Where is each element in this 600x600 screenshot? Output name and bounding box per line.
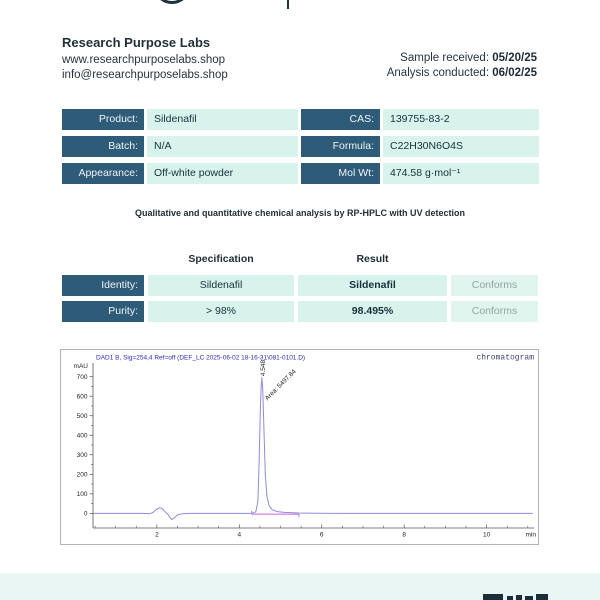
spec-table	[62, 275, 539, 322]
formula-label: Formula:	[301, 136, 380, 157]
product-info-table	[62, 109, 539, 184]
x-tick-label: 8	[402, 531, 406, 539]
spec-header-spacer	[62, 253, 144, 265]
batch-label: Batch:	[62, 136, 144, 157]
molwt-label: Mol Wt:	[301, 163, 380, 184]
cas-value: 139755-83-2	[383, 109, 539, 130]
x-tick-label: 10	[482, 531, 491, 539]
y-tick-label: 200	[76, 471, 88, 479]
identity-label: Identity:	[62, 275, 144, 296]
appearance-label: Appearance:	[62, 163, 144, 184]
identity-specification: Sildenafil	[148, 275, 294, 296]
spec-header-spacer	[451, 253, 538, 265]
qr-code-icon	[525, 596, 533, 600]
result-header: Result	[356, 253, 389, 265]
x-axis-unit-label: min	[525, 531, 536, 539]
y-tick-label: 100	[76, 491, 88, 499]
x-tick-label: 6	[319, 531, 324, 539]
product-label: Product:	[62, 109, 144, 130]
purity-result: 98.495%	[298, 301, 447, 322]
qr-code-icon	[507, 596, 513, 600]
company-name: Research Purpose Labs	[62, 35, 211, 50]
analysis-conducted-value: 06/02/25	[492, 67, 537, 79]
analysis-conducted-line	[387, 66, 537, 81]
y-axis-unit-label: mAU	[73, 363, 88, 370]
purity-specification: > 98%	[148, 301, 294, 322]
company-website: www.researchpurposelabs.shop	[62, 54, 226, 66]
qr-code-icon	[536, 594, 548, 600]
y-tick-label: 300	[76, 452, 88, 460]
logo-divider	[287, 0, 289, 9]
dates-block	[387, 51, 537, 81]
product-value: Sildenafil	[147, 109, 298, 130]
chromatogram-panel	[60, 349, 539, 550]
peak-retention-time-label: 4.548	[259, 359, 267, 377]
company-email: info@researchpurposelabs.shop	[62, 69, 228, 81]
y-tick-label: 700	[76, 373, 88, 381]
logo-circle-icon	[153, 0, 191, 4]
x-tick-label: 4	[237, 531, 242, 539]
identity-status: Conforms	[451, 275, 538, 296]
spec-table-header	[62, 253, 539, 265]
peak-area-label: Area: 5497.84	[263, 368, 298, 403]
y-tick-label: 0	[83, 510, 88, 518]
chart-corner-label: chromatogram	[476, 353, 534, 363]
qr-code-icon	[483, 594, 503, 600]
purity-label: Purity:	[62, 301, 144, 322]
sample-received-value: 05/20/25	[492, 52, 537, 64]
y-tick-label: 400	[76, 432, 88, 440]
analysis-statement: Qualitative and quantitative chemical analysis by RP-HPLC with UV detection	[134, 208, 466, 218]
identity-result: Sildenafil	[298, 275, 447, 296]
sample-received-line	[387, 51, 537, 66]
formula-value: C22H30N6O4S	[383, 136, 539, 157]
chart-title: DAD1 B, Sig=254,4 Ref=off (DEF_LC 2025-06-02 18-16-31\081-0101.D)	[96, 354, 306, 362]
batch-value: N/A	[147, 136, 298, 157]
purity-status: Conforms	[451, 301, 538, 322]
sample-received-label: Sample received:	[400, 52, 490, 64]
y-tick-label: 600	[76, 393, 88, 401]
analysis-conducted-label: Analysis conducted:	[386, 67, 490, 79]
y-tick-label: 500	[76, 413, 88, 421]
molwt-value: 474.58 g·mol⁻¹	[383, 163, 539, 184]
x-tick-label: 2	[155, 531, 159, 539]
company-block	[62, 35, 228, 83]
specification-header: Specification	[188, 253, 254, 265]
cas-label: CAS:	[301, 109, 380, 130]
qr-code-icon	[516, 595, 522, 600]
appearance-value: Off-white powder	[147, 163, 298, 184]
chromatogram-chart	[60, 349, 539, 545]
